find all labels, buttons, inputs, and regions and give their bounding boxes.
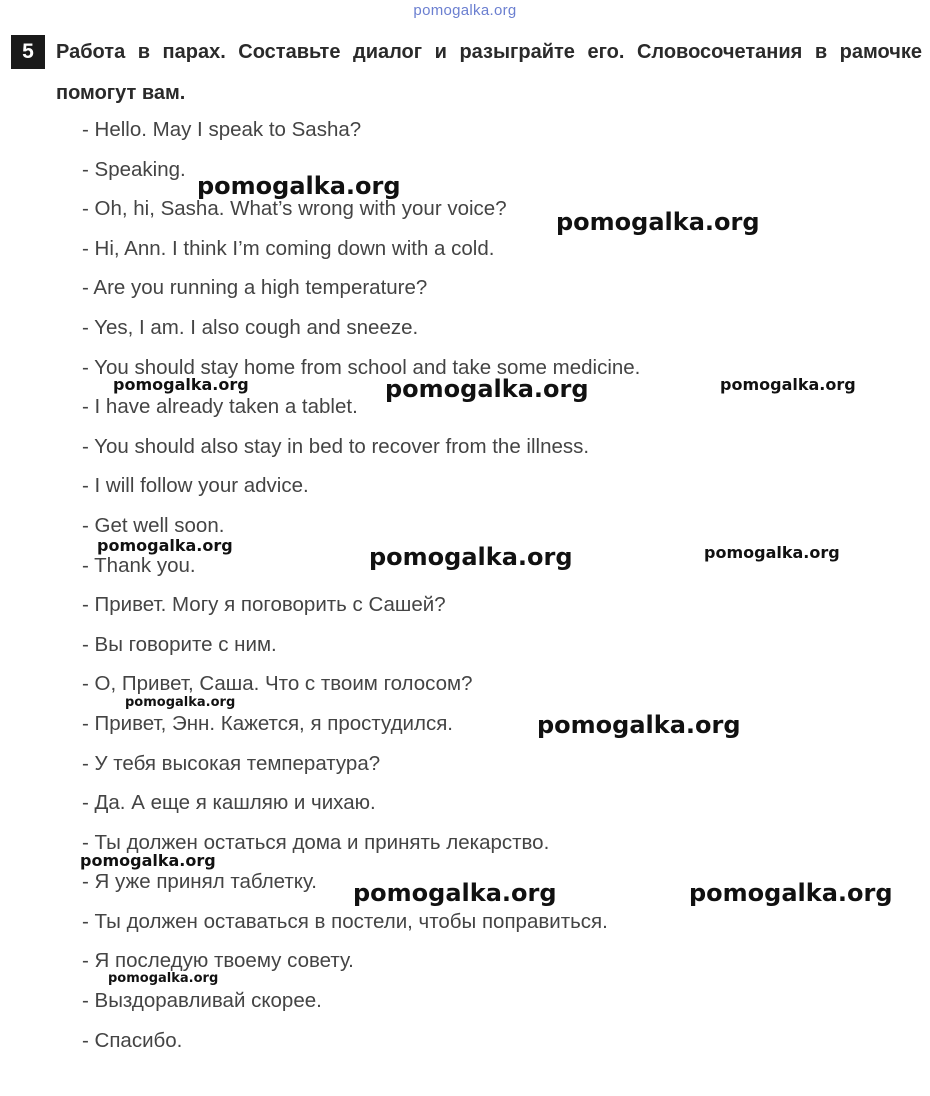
- watermark: pomogalka.org: [80, 851, 216, 870]
- dialogue-line: - Привет. Могу я поговорить с Сашей?: [82, 593, 446, 617]
- dialogue-line: - Speaking.: [82, 157, 186, 181]
- header-watermark: pomogalka.org: [413, 2, 517, 19]
- dialogue-line: - Я уже принял таблетку.: [82, 870, 317, 894]
- dialogue-line: - О, Привет, Саша. Что с твоим голосом?: [82, 672, 473, 696]
- dialogue-line: - Привет, Энн. Кажется, я простудился.: [82, 711, 454, 735]
- dialogue-line: - Спасибо.: [82, 1028, 183, 1052]
- watermark: pomogalka.org: [556, 208, 760, 236]
- task-instruction: Работа в парах. Составьте диалог и разыграйте его. Словосочетания в рамочке помогут вам.: [56, 41, 922, 104]
- dialogue-line: - Да. А еще я кашляю и чихаю.: [82, 791, 376, 815]
- dialogue-line: - I will follow your advice.: [82, 474, 309, 498]
- dialogue-line: - Hi, Ann. I think I’m coming down with a cold.: [82, 236, 495, 260]
- watermark: pomogalka.org: [113, 375, 249, 394]
- dialogue-line: - Я последую твоему совету.: [82, 949, 354, 973]
- watermark: pomogalka.org: [369, 543, 573, 571]
- dialogue-line: - Вы говорите с ним.: [82, 632, 277, 656]
- watermark: pomogalka.org: [704, 543, 840, 562]
- dialogue-line: - Выздоравливай скорее.: [82, 989, 322, 1013]
- watermark: pomogalka.org: [385, 375, 589, 403]
- dialogue-line: - Get well soon.: [82, 513, 225, 537]
- watermark: pomogalka.org: [197, 172, 401, 200]
- watermark: pomogalka.org: [108, 971, 219, 986]
- watermark: pomogalka.org: [720, 375, 856, 394]
- watermark: pomogalka.org: [125, 695, 236, 710]
- dialogue-line: - I have already taken a tablet.: [82, 395, 358, 419]
- watermark: pomogalka.org: [689, 879, 893, 907]
- dialogue-line: - Are you running a high temperature?: [82, 276, 428, 300]
- dialogue-line: - You should stay home from school and take some medicine.: [82, 355, 641, 379]
- dialogue-line: - Oh, hi, Sasha. What’s wrong with your voice?: [82, 197, 507, 221]
- watermark: pomogalka.org: [353, 879, 557, 907]
- dialogue-line: - Thank you.: [82, 553, 196, 577]
- watermark: pomogalka.org: [97, 536, 233, 555]
- dialogue-line: - You should also stay in bed to recover from the illness.: [82, 434, 590, 458]
- dialogue-line: - Hello. May I speak to Sasha?: [82, 118, 362, 141]
- dialogue-line: - Ты должен остаться дома и принять лекарство.: [82, 830, 550, 854]
- dialogue-line: - У тебя высокая температура?: [82, 751, 381, 775]
- task-number-badge: 5: [11, 35, 45, 69]
- dialogue-list: [82, 110, 640, 1060]
- watermark: pomogalka.org: [537, 711, 741, 739]
- dialogue-line: - Ты должен оставаться в постели, чтобы поправиться.: [82, 909, 608, 933]
- dialogue-line: - Yes, I am. I also cough and sneeze.: [82, 315, 419, 339]
